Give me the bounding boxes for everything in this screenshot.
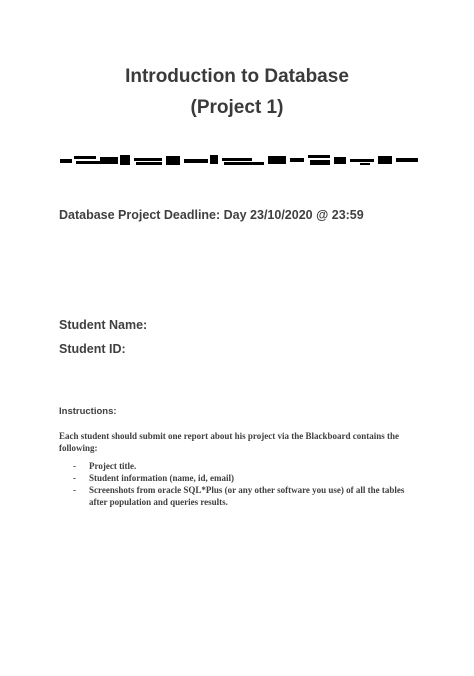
deadline-text: Database Project Deadline: Day 23/10/2020 @ 23:59 (59, 208, 364, 222)
student-id-label: Student ID: (59, 342, 126, 356)
list-bullet: - (73, 461, 76, 471)
list-item (70, 484, 410, 508)
list-item-text: Screenshots from oracle SQL*Plus (or any other software you use) of all the tables after population and queries results. (89, 485, 405, 507)
document-subtitle: (Project 1) (190, 97, 284, 118)
student-name-label: Student Name: (59, 318, 148, 332)
instructions-heading: Instructions: (59, 406, 117, 417)
document-title: Introduction to Database (125, 66, 349, 87)
list-item-text: Student information (name, id, email) (89, 473, 234, 483)
list-item-text: Project title. (89, 461, 137, 471)
list-bullet: - (73, 473, 76, 483)
instructions-body: Each student should submit one report about his project via the Blackboard contains the following: (59, 431, 399, 453)
list-item (70, 460, 410, 472)
list-item (70, 472, 410, 484)
list-bullet: - (73, 485, 76, 495)
instructions-list (70, 460, 410, 508)
redacted-text (60, 152, 418, 168)
